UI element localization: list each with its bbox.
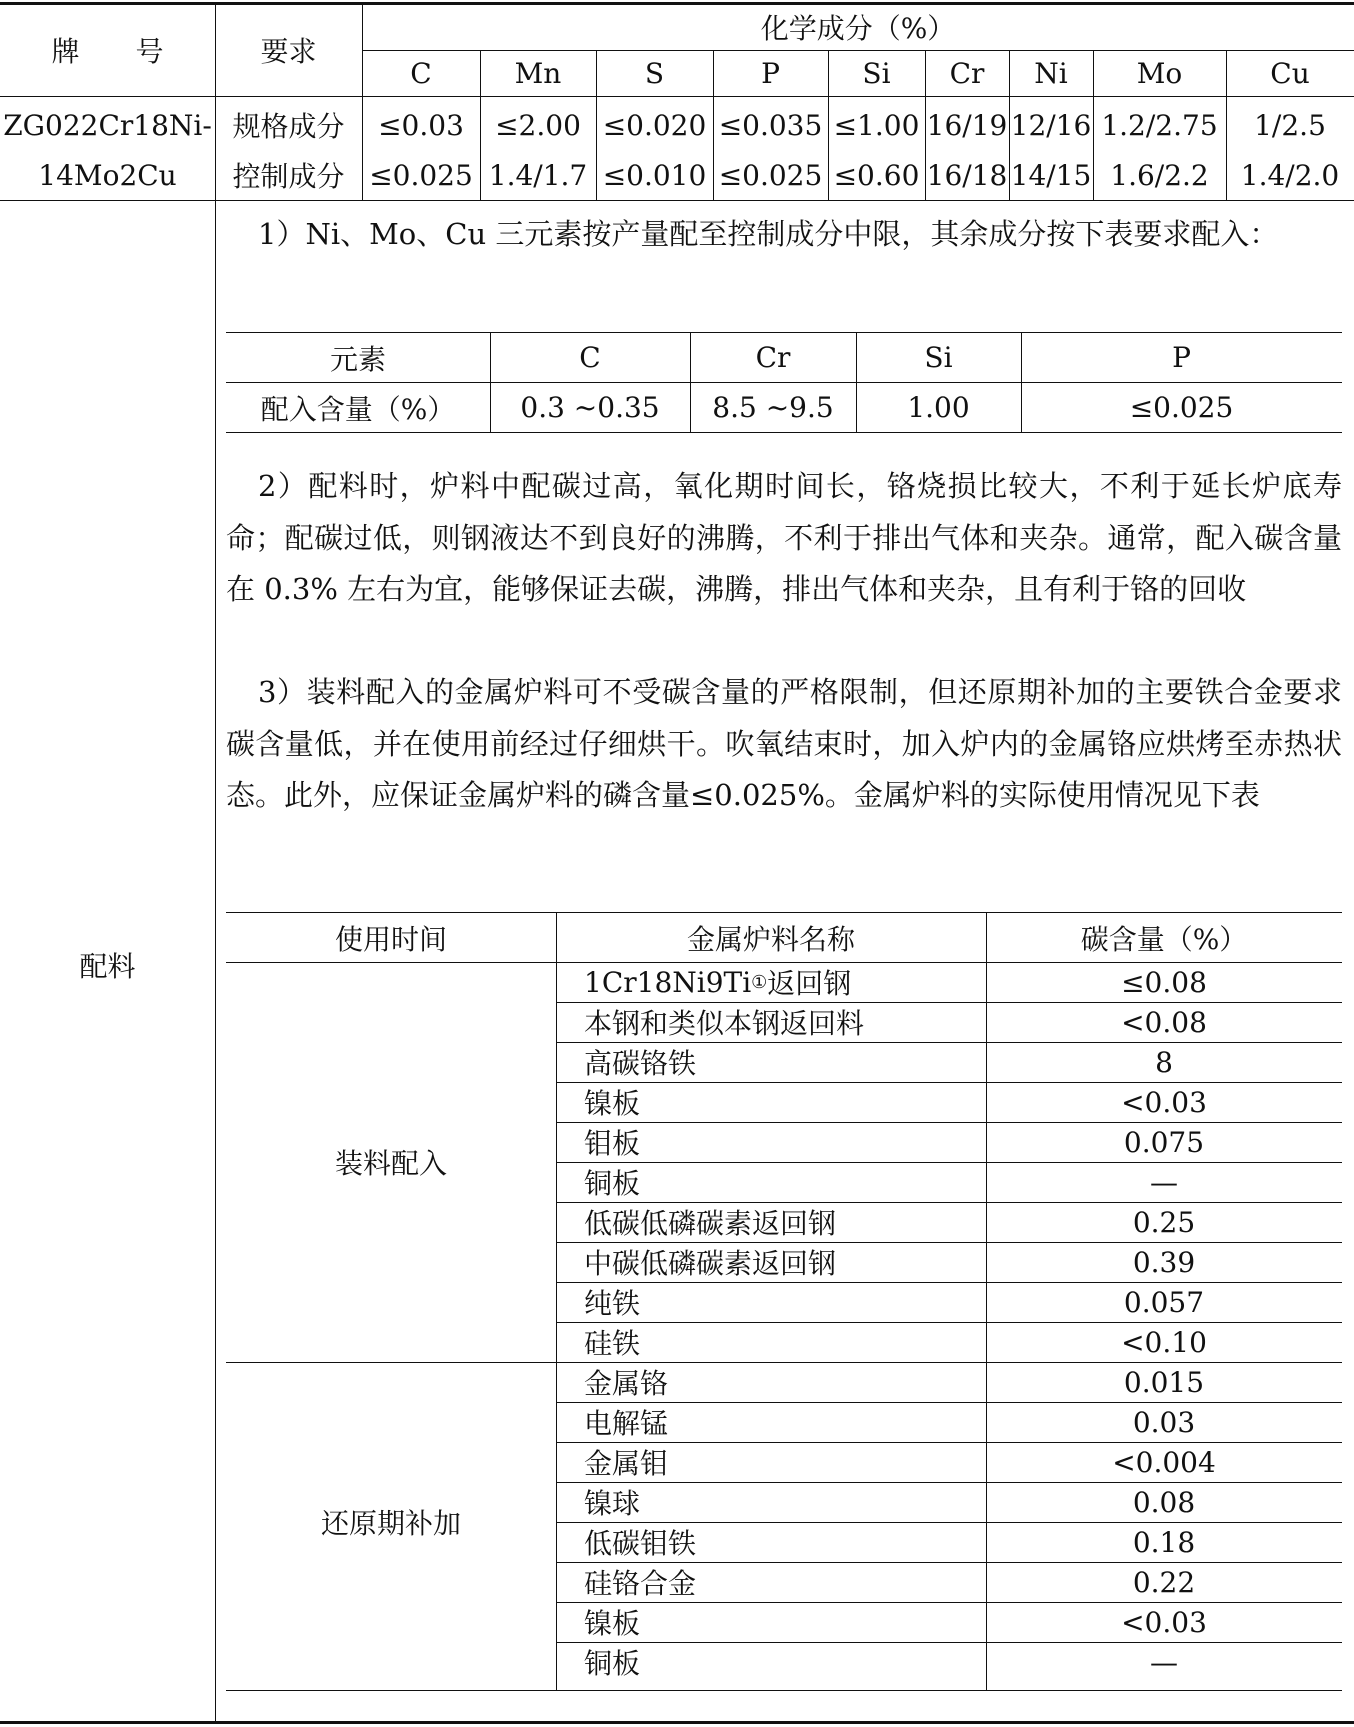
material-name-text: 电解锰	[584, 1407, 669, 1440]
control-value: ≤0.025	[718, 158, 823, 192]
element-header: Cu	[1270, 57, 1310, 90]
charge-value: ≤0.025	[1129, 391, 1234, 424]
charge-header-element: 元素	[329, 342, 386, 376]
material-name	[584, 962, 984, 1002]
control-value: ≤0.010	[602, 158, 707, 192]
grade-line-1: ZG022Cr18Ni-	[3, 108, 212, 142]
section-label: 配料	[79, 950, 136, 983]
material-carbon: 0.18	[1132, 1525, 1196, 1559]
paragraph-2: 2）配料时，炉料中配碳过高，氧化期时间长，铬烧损比较大，不利于延长炉底寿命；配碳过低，则钢液达不到良好的沸腾，不利于排出气体和夹杂。通常，配入碳含量在 0.3% 左右为宜，能够保证去碳，沸腾，排出气体和夹杂，且有利于铬的回收	[226, 469, 1342, 606]
materials-time-group: 还原期补加	[320, 1507, 461, 1540]
charge-header: Si	[924, 341, 953, 374]
material-carbon: 0.22	[1132, 1565, 1196, 1599]
material-name	[584, 1202, 984, 1242]
material-name	[584, 1322, 984, 1362]
material-name	[584, 1402, 984, 1442]
spec-value: ≤0.020	[602, 108, 707, 142]
material-carbon: <0.03	[1121, 1605, 1207, 1639]
grade-line-2: 14Mo2Cu	[38, 158, 177, 192]
material-name-text: 高碳铬铁	[584, 1047, 697, 1080]
charge-value: 1.00	[907, 391, 970, 424]
control-value: 1.4/2.0	[1240, 158, 1340, 192]
element-header: Mn	[514, 57, 562, 90]
material-carbon: <0.004	[1112, 1445, 1216, 1479]
material-carbon: 0.08	[1132, 1485, 1196, 1519]
material-name-text: 铜板	[584, 1647, 641, 1680]
material-name	[584, 1042, 984, 1082]
charge-value: 8.5 ~9.5	[712, 391, 834, 424]
material-name-text: 钼板	[584, 1127, 641, 1160]
material-carbon: ≤0.08	[1121, 965, 1207, 999]
charge-header: Cr	[755, 341, 791, 374]
spec-value: ≤1.00	[833, 108, 920, 142]
charge-row-label: 配入含量（%）	[260, 392, 456, 426]
material-name-text: 镍板	[584, 1087, 641, 1120]
material-name	[584, 1162, 984, 1202]
material-carbon: <0.10	[1121, 1325, 1207, 1359]
material-carbon: <0.03	[1121, 1085, 1207, 1119]
footnote-marker: ①	[751, 971, 768, 993]
col-divider-1	[215, 3, 216, 1722]
material-carbon: 8	[1155, 1045, 1173, 1079]
charge-table-bottom	[226, 432, 1342, 433]
header-bottom-line	[0, 96, 1354, 97]
charge-header: P	[1172, 341, 1191, 374]
material-carbon: 0.03	[1132, 1405, 1196, 1439]
bottom-border	[0, 1721, 1354, 1724]
material-carbon: —	[1150, 1165, 1178, 1199]
composition-bottom-line	[0, 200, 1354, 201]
charge-header: C	[579, 341, 601, 374]
control-value: ≤0.025	[369, 158, 473, 192]
material-carbon: 0.25	[1132, 1205, 1196, 1239]
material-name-text: 硅铬合金	[584, 1567, 697, 1600]
control-value: 1.6/2.2	[1110, 158, 1209, 192]
material-carbon: —	[1150, 1645, 1178, 1679]
control-value: 14/15	[1010, 158, 1092, 192]
materials-table-bottom	[226, 1690, 1342, 1691]
spec-row-label: 规格成分	[232, 110, 345, 143]
material-name	[584, 1122, 984, 1162]
spec-value: ≤2.00	[495, 108, 581, 142]
material-name-text: 金属铬	[584, 1367, 669, 1400]
control-value: 16/18	[926, 158, 1008, 192]
materials-header-name: 金属炉料名称	[686, 922, 855, 956]
material-name	[584, 1002, 984, 1042]
material-name	[584, 1482, 984, 1522]
spec-value: 1.2/2.75	[1101, 108, 1218, 142]
material-name-text: 纯铁	[584, 1287, 641, 1320]
control-value: 1.4/1.7	[488, 158, 588, 192]
composition-header: 化学成分（%）	[760, 12, 956, 45]
spec-value: ≤0.03	[378, 108, 464, 142]
material-name	[584, 1602, 984, 1642]
material-name-text: 本钢和类似本钢返回料	[584, 1007, 865, 1040]
material-name-text: 金属钼	[584, 1447, 669, 1480]
materials-time-group: 装料配入	[334, 1147, 447, 1180]
element-header: P	[761, 57, 780, 90]
material-carbon: 0.015	[1123, 1365, 1205, 1399]
material-name-text: 镍球	[584, 1487, 641, 1520]
requirement-header: 要求	[260, 34, 317, 68]
paragraph-1: 1）Ni、Mo、Cu 三元素按产量配至控制成分中限，其余成分按下表要求配入：	[258, 217, 1279, 251]
material-name-text: 铜板	[584, 1167, 641, 1200]
grade-header: 牌 号	[51, 34, 164, 68]
material-name	[584, 1522, 984, 1562]
element-header: Si	[862, 57, 891, 90]
paragraph-3: 3）装料配入的金属炉料可不受碳含量的严格限制，但还原期补加的主要铁合金要求碳含量低，并在使用前经过仔细烘干。吹氧结束时，加入炉内的金属铬应烘烤至赤热状态。此外，应保证金属炉料的磷含量≤0.025%。金属炉料的实际使用情况见下表	[226, 675, 1342, 812]
materials-header-time: 使用时间	[334, 922, 447, 956]
control-value: ≤0.60	[833, 158, 920, 192]
spec-value: 16/19	[926, 108, 1008, 142]
material-name	[584, 1442, 984, 1482]
spec-value: 1/2.5	[1254, 108, 1326, 142]
material-name	[584, 1562, 984, 1602]
material-name-text: 低碳钼铁	[584, 1527, 697, 1560]
material-carbon: 0.39	[1132, 1245, 1196, 1279]
element-header: Ni	[1034, 57, 1068, 90]
material-name	[584, 1082, 984, 1122]
spec-value: 12/16	[1010, 108, 1092, 142]
charge-value: 0.3 ~0.35	[520, 391, 660, 424]
material-name-text: 低碳低磷碳素返回钢	[584, 1207, 837, 1240]
material-name-text: 硅铁	[584, 1327, 641, 1360]
material-name	[584, 1642, 984, 1682]
material-name	[584, 1282, 984, 1322]
spec-value: ≤0.035	[718, 108, 823, 142]
element-header: Mo	[1136, 57, 1183, 90]
material-name-text: 1Cr18Ni9Ti	[584, 965, 752, 999]
materials-col-divider	[556, 913, 557, 1690]
element-header: S	[644, 57, 665, 90]
material-name-text: 中碳低磷碳素返回钢	[584, 1247, 837, 1280]
material-carbon: 0.057	[1123, 1285, 1205, 1319]
control-row-label: 控制成分	[232, 160, 345, 193]
material-carbon: 0.075	[1123, 1125, 1205, 1159]
element-header: Cr	[949, 57, 985, 90]
material-carbon: <0.08	[1121, 1005, 1207, 1039]
material-name-text: 镍板	[584, 1607, 641, 1640]
materials-header-carbon: 碳含量（%）	[1080, 922, 1248, 956]
material-name	[584, 1242, 984, 1282]
material-name-suffix: 返回钢	[767, 967, 852, 1000]
material-name	[584, 1362, 984, 1402]
element-header: C	[410, 57, 432, 90]
